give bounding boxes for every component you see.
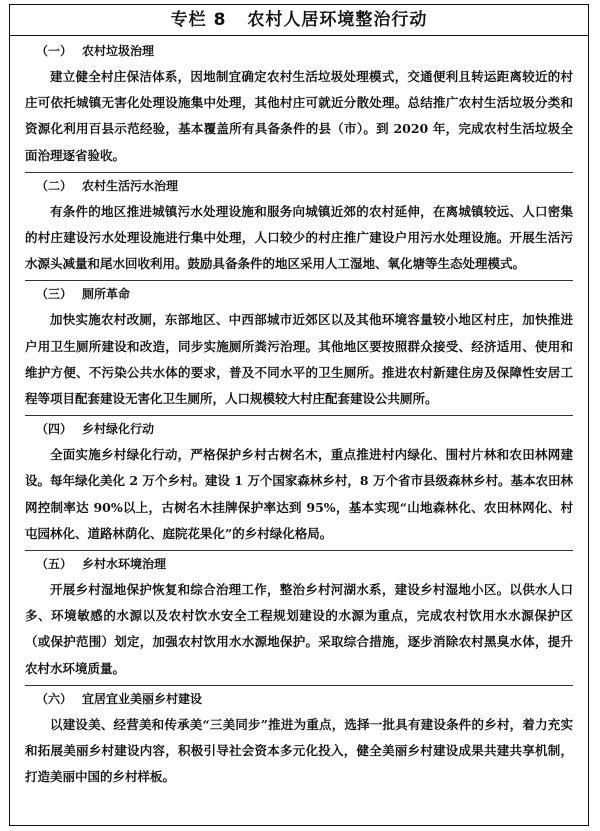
section-toilet [25, 281, 573, 416]
section-heading-text: 乡村绿化行动 [82, 422, 155, 437]
box-title-text: 农村人居环境整治行动 [247, 10, 428, 30]
section-body: 以建设美、经营美和传承美“三美同步”推进为重点，选择一批具有建设条件的乡村，着力充实和拓展美丽乡村建设内容，积极引导社会资本多元化投入，健全美丽乡村建设成果共建共享机制，打造美丽中国的乡村样板。 [25, 716, 573, 785]
box-title [10, 5, 588, 36]
section-heading [25, 173, 573, 199]
section-index: （五） [36, 557, 73, 572]
section-body: 有条件的地区推进城镇污水处理设施和服务向城镇近郊的农村延伸，在离城镇较远、人口密集的村庄建设污水处理设施进行集中处理，人口较少的村庄推广建设户用污水处理设施。开展生活污水源头减量和尾水回收利用。鼓励具备条件的地区采用人工湿地、氧化塘等生态处理模式。 [25, 203, 573, 272]
section-heading-text: 厕所革命 [82, 287, 131, 302]
section-sewage [25, 173, 573, 282]
section-index: （二） [36, 178, 73, 193]
feature-box [9, 4, 589, 826]
section-water [25, 551, 573, 686]
section-index: （四） [36, 422, 73, 437]
section-index: （三） [36, 287, 73, 302]
section-heading [25, 416, 573, 442]
section-heading [25, 551, 573, 577]
section-index: （六） [36, 691, 73, 706]
section-beautiful-village [25, 686, 573, 794]
box-number: 专栏 8 [170, 10, 227, 30]
section-heading [25, 38, 573, 64]
section-body: 开展乡村湿地保护恢复和综合治理工作，整治乡村河湖水系，建设乡村湿地小区。以供水人口多、环境敏感的水源以及农村饮水安全工程规划建设的水源为重点，完成农村饮用水水源保护区（或保护范围）划定，加强农村饮用水水源地保护。采取综合措施，逐步消除农村黑臭水体，提升农村水环境质量。 [25, 582, 573, 676]
section-heading-text: 农村垃圾治理 [82, 44, 155, 58]
section-greening [25, 416, 573, 551]
box-content [10, 36, 588, 793]
section-index: （一） [36, 44, 73, 58]
section-heading [25, 281, 573, 307]
section-heading [25, 686, 573, 712]
section-body: 建立健全村庄保洁体系，因地制宜确定农村生活垃圾处理模式，交通便利且转运距离较近的村庄可依托城镇无害化处理设施集中处理，其他村庄可就近分散处理。总结推广农村生活垃圾分类和资源化利用百县示范经验，基本覆盖所有具备条件的县（市）。到 2020 年，完成农村生活垃圾全面治理逐省验收。 [25, 69, 573, 163]
section-body: 全面实施乡村绿化行动，严格保护乡村古树名木，重点推进村内绿化、围村片林和农田林网建设。每年绿化美化 2 万个乡村。建设 1 万个国家森林乡村，8 万个省市县级森林乡村。基本农田林网控制率达 90%以上，古树名木挂牌保护率达到 95%，基本实现“山地森林化、农田林网化、村屯园林化、道路林荫化、庭院花果化”的乡村绿化格局。 [25, 447, 573, 541]
section-body: 加快实施农村改厕，东部地区、中西部城市近郊区以及其他环境容量较小地区村庄，加快推进户用卫生厕所建设和改造，同步实施厕所粪污治理。其他地区要按照群众接受、经济适用、使用和维护方便、不污染公共水体的要求，普及不同水平的卫生厕所。推进农村新建住房及保障性安居工程等项目配套建设无害化卫生厕所，人口规模较大村庄配套建设公共厕所。 [25, 312, 573, 407]
section-heading-text: 乡村水环境治理 [82, 557, 167, 572]
section-heading-text: 宜居宜业美丽乡村建设 [82, 691, 203, 706]
section-heading-text: 农村生活污水治理 [82, 178, 179, 193]
section-waste [25, 38, 573, 173]
